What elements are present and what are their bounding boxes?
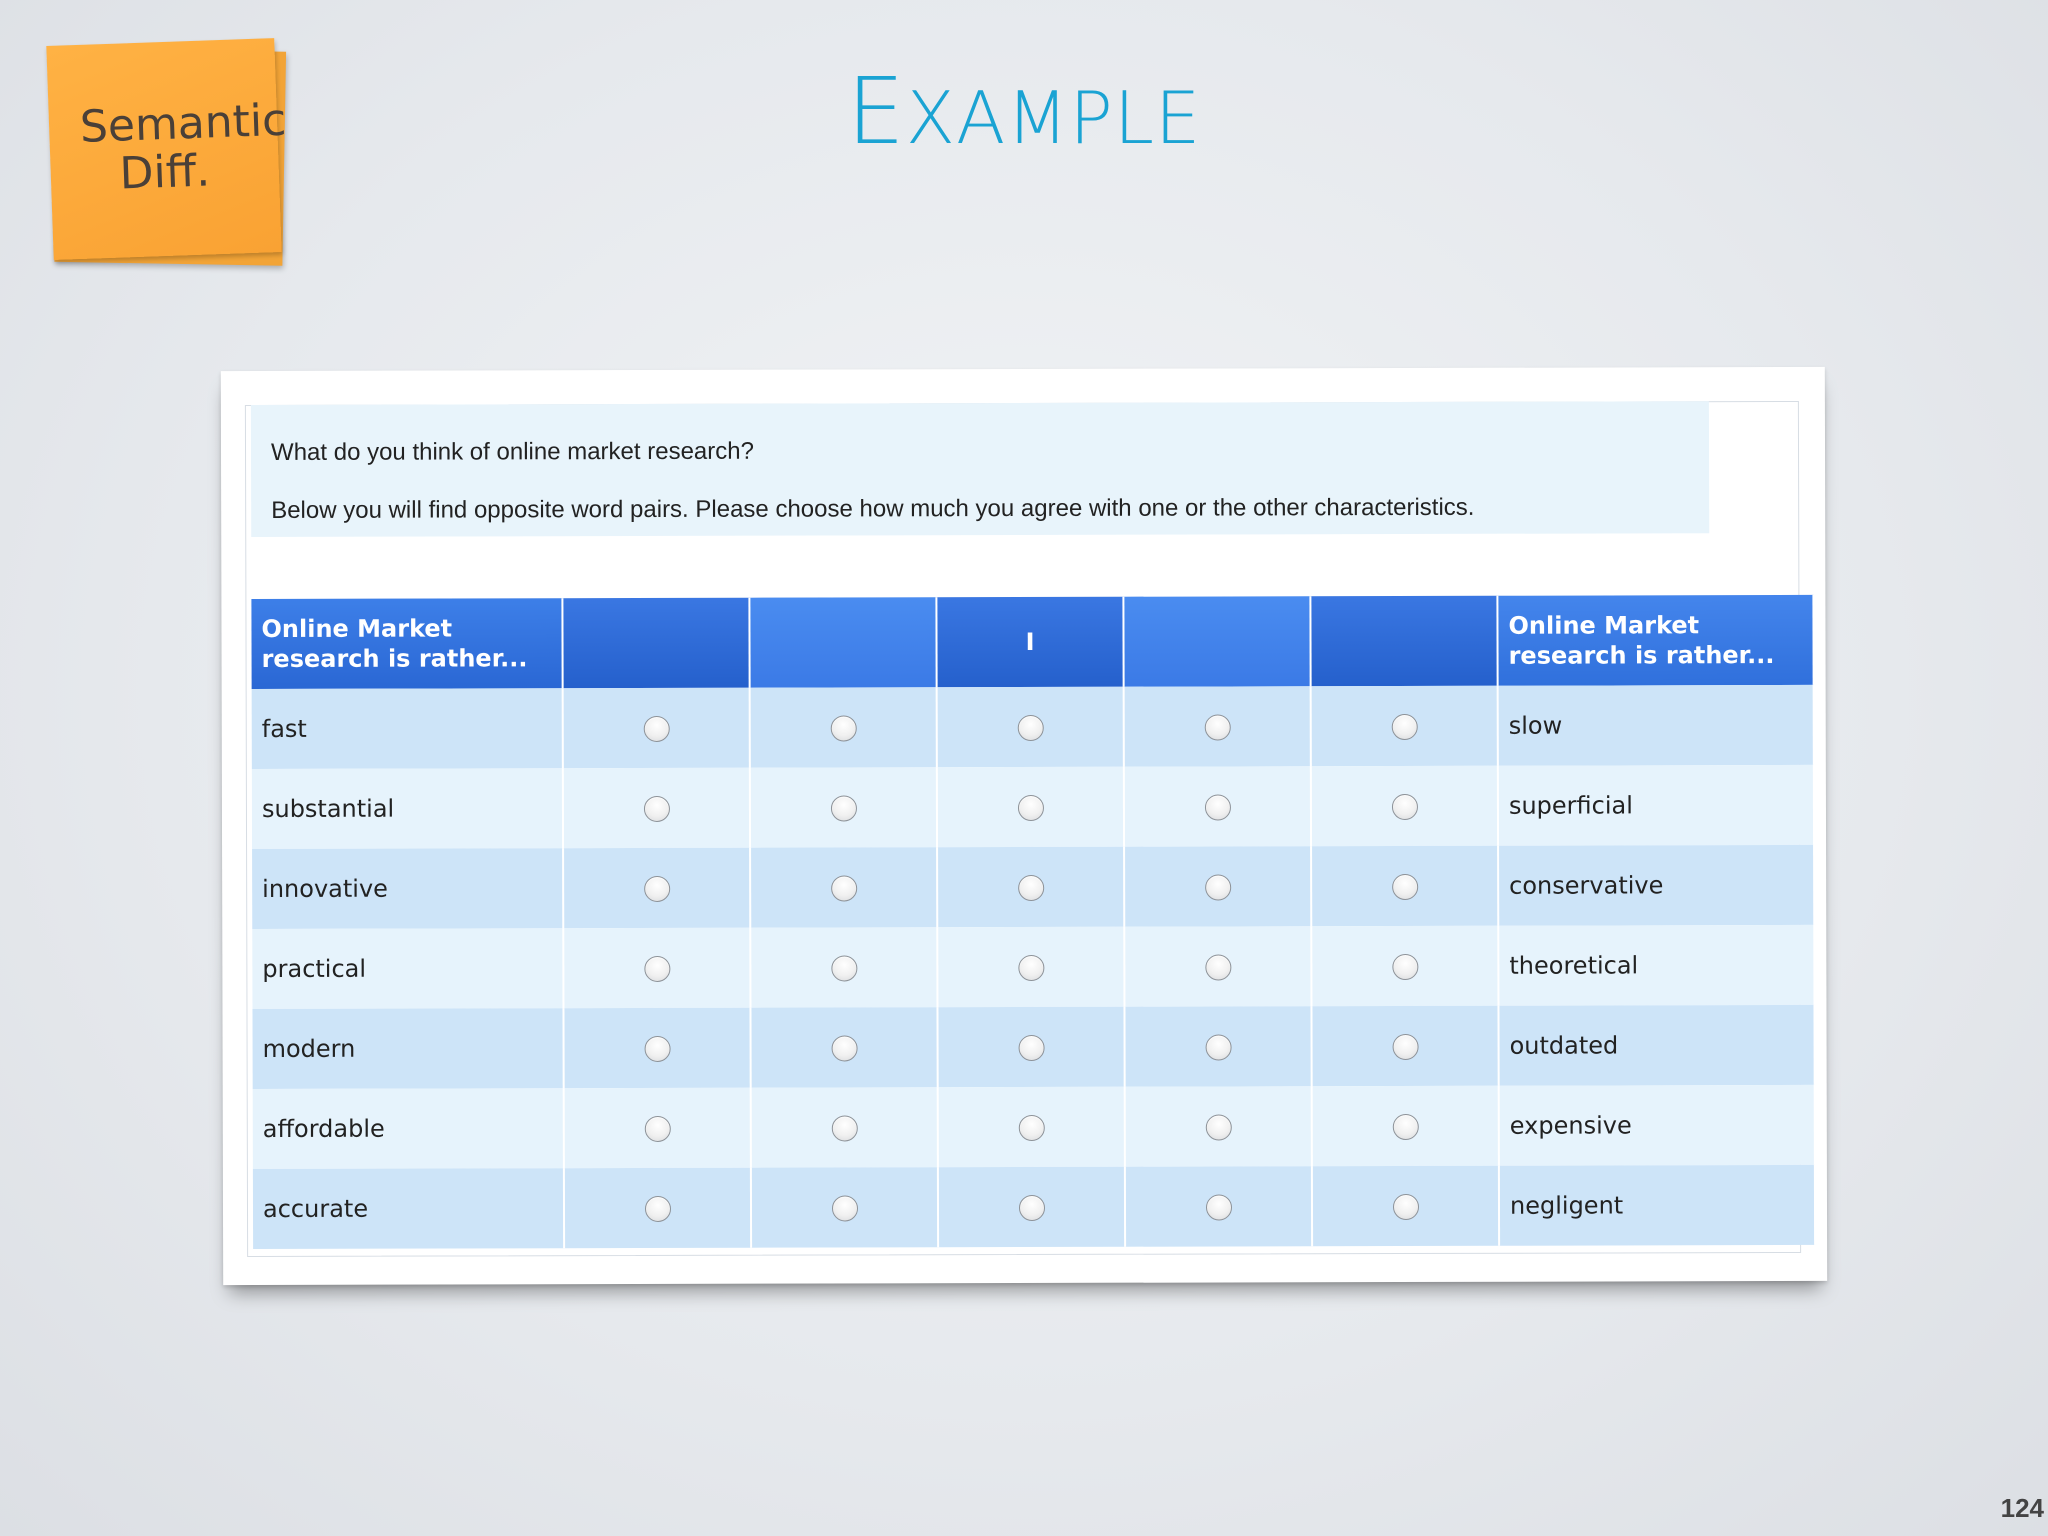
radio-cell xyxy=(1124,766,1311,846)
table-row xyxy=(252,925,1814,1009)
sticky-note-line-1: Semantic xyxy=(79,94,288,153)
row-left-label: affordable xyxy=(253,1088,564,1169)
table-row xyxy=(252,845,1814,929)
row-left-label: substantial xyxy=(252,768,563,849)
radio-button-1[interactable] xyxy=(644,1116,670,1142)
radio-cell xyxy=(1311,766,1498,846)
radio-cell xyxy=(1124,1006,1311,1086)
radio-button-2[interactable] xyxy=(831,875,857,901)
radio-cell xyxy=(750,1007,937,1087)
radio-cell xyxy=(564,1168,751,1248)
radio-button-5[interactable] xyxy=(1392,874,1418,900)
radio-cell xyxy=(1312,1086,1499,1166)
radio-button-1[interactable] xyxy=(644,1036,670,1062)
table-row xyxy=(252,685,1814,769)
radio-cell xyxy=(563,688,750,768)
semantic-differential-table xyxy=(251,595,1816,1249)
slide-title xyxy=(0,58,2048,168)
slide-title-rest: XAMPLE xyxy=(905,76,1202,160)
radio-cell xyxy=(751,1087,938,1167)
radio-cell xyxy=(1124,846,1311,926)
page-number: 124 xyxy=(2000,1493,2044,1523)
radio-button-3[interactable] xyxy=(1018,1115,1044,1141)
table-row xyxy=(252,1005,1814,1089)
radio-button-4[interactable] xyxy=(1205,1034,1231,1060)
row-right-label: theoretical xyxy=(1498,925,1814,1006)
radio-cell xyxy=(937,927,1124,1007)
slide-title-initial: E xyxy=(846,58,906,165)
radio-cell xyxy=(564,1088,751,1168)
sticky-note-line-2: Diff. xyxy=(118,145,211,200)
radio-cell xyxy=(938,1167,1125,1247)
radio-button-1[interactable] xyxy=(644,1196,670,1222)
header-scale-5 xyxy=(1310,596,1497,686)
radio-cell xyxy=(1311,1006,1498,1086)
radio-button-2[interactable] xyxy=(830,715,856,741)
radio-button-1[interactable] xyxy=(644,956,670,982)
radio-button-4[interactable] xyxy=(1204,794,1230,820)
radio-button-3[interactable] xyxy=(1018,875,1044,901)
radio-cell xyxy=(937,847,1124,927)
radio-button-3[interactable] xyxy=(1017,795,1043,821)
row-right-label: outdated xyxy=(1498,1005,1814,1086)
row-right-label: slow xyxy=(1498,685,1814,766)
radio-cell xyxy=(1125,1086,1312,1166)
radio-button-2[interactable] xyxy=(831,955,857,981)
radio-button-3[interactable] xyxy=(1017,715,1043,741)
radio-button-4[interactable] xyxy=(1204,714,1230,740)
radio-button-5[interactable] xyxy=(1392,1034,1418,1060)
row-right-label: conservative xyxy=(1498,845,1814,926)
radio-cell xyxy=(563,768,750,848)
row-left-label: fast xyxy=(252,688,563,769)
radio-cell xyxy=(937,767,1124,847)
radio-cell xyxy=(750,927,937,1007)
instruction-text: Below you will find opposite word pairs. Please choose how much you agree with one or the other characteristics. xyxy=(271,493,1475,524)
radio-button-2[interactable] xyxy=(831,1115,857,1141)
row-left-label: innovative xyxy=(252,848,563,929)
radio-cell xyxy=(750,767,937,847)
row-right-label: expensive xyxy=(1499,1085,1815,1166)
radio-cell xyxy=(1124,926,1311,1006)
radio-button-2[interactable] xyxy=(831,1035,857,1061)
header-scale-4 xyxy=(1123,596,1310,686)
radio-button-1[interactable] xyxy=(644,876,670,902)
header-scale-1 xyxy=(562,598,749,688)
radio-cell xyxy=(563,1008,750,1088)
radio-button-5[interactable] xyxy=(1392,1114,1418,1140)
row-left-label: accurate xyxy=(253,1168,564,1249)
row-right-label: negligent xyxy=(1499,1165,1815,1246)
question-text: What do you think of online market research? xyxy=(270,437,754,466)
radio-button-5[interactable] xyxy=(1391,794,1417,820)
radio-button-2[interactable] xyxy=(830,795,856,821)
radio-cell xyxy=(1124,686,1311,766)
header-scale-2 xyxy=(749,597,936,687)
row-left-label: modern xyxy=(252,1008,563,1089)
radio-cell xyxy=(1311,846,1498,926)
table-row xyxy=(253,1165,1815,1249)
radio-button-3[interactable] xyxy=(1018,955,1044,981)
table-header-row xyxy=(251,595,1813,689)
radio-cell xyxy=(751,1167,938,1247)
header-scale-3: I xyxy=(936,597,1123,687)
radio-button-4[interactable] xyxy=(1205,1114,1231,1140)
radio-button-3[interactable] xyxy=(1018,1195,1044,1221)
table-row xyxy=(252,765,1814,849)
radio-button-4[interactable] xyxy=(1205,954,1231,980)
radio-button-1[interactable] xyxy=(643,796,669,822)
radio-button-1[interactable] xyxy=(643,716,669,742)
radio-cell xyxy=(937,1007,1124,1087)
radio-button-4[interactable] xyxy=(1205,1194,1231,1220)
radio-cell xyxy=(563,928,750,1008)
radio-cell xyxy=(750,847,937,927)
radio-button-3[interactable] xyxy=(1018,1035,1044,1061)
row-right-label: superficial xyxy=(1498,765,1814,846)
table-row xyxy=(253,1085,1815,1169)
header-left-label: Online Market research is rather... xyxy=(251,598,562,689)
row-left-label: practical xyxy=(252,928,563,1009)
radio-button-5[interactable] xyxy=(1391,714,1417,740)
radio-cell xyxy=(750,687,937,767)
radio-button-5[interactable] xyxy=(1392,1194,1418,1220)
radio-cell xyxy=(563,848,750,928)
header-right-label: Online Market research is rather... xyxy=(1497,595,1813,686)
radio-cell xyxy=(1311,926,1498,1006)
radio-button-2[interactable] xyxy=(831,1195,857,1221)
radio-cell xyxy=(1311,686,1498,766)
radio-cell xyxy=(937,687,1124,767)
radio-button-4[interactable] xyxy=(1205,874,1231,900)
radio-button-5[interactable] xyxy=(1392,954,1418,980)
question-box xyxy=(251,401,1709,537)
radio-cell xyxy=(1312,1166,1499,1246)
survey-screenshot-frame xyxy=(221,367,1827,1285)
radio-cell xyxy=(1125,1166,1312,1246)
radio-cell xyxy=(938,1087,1125,1167)
